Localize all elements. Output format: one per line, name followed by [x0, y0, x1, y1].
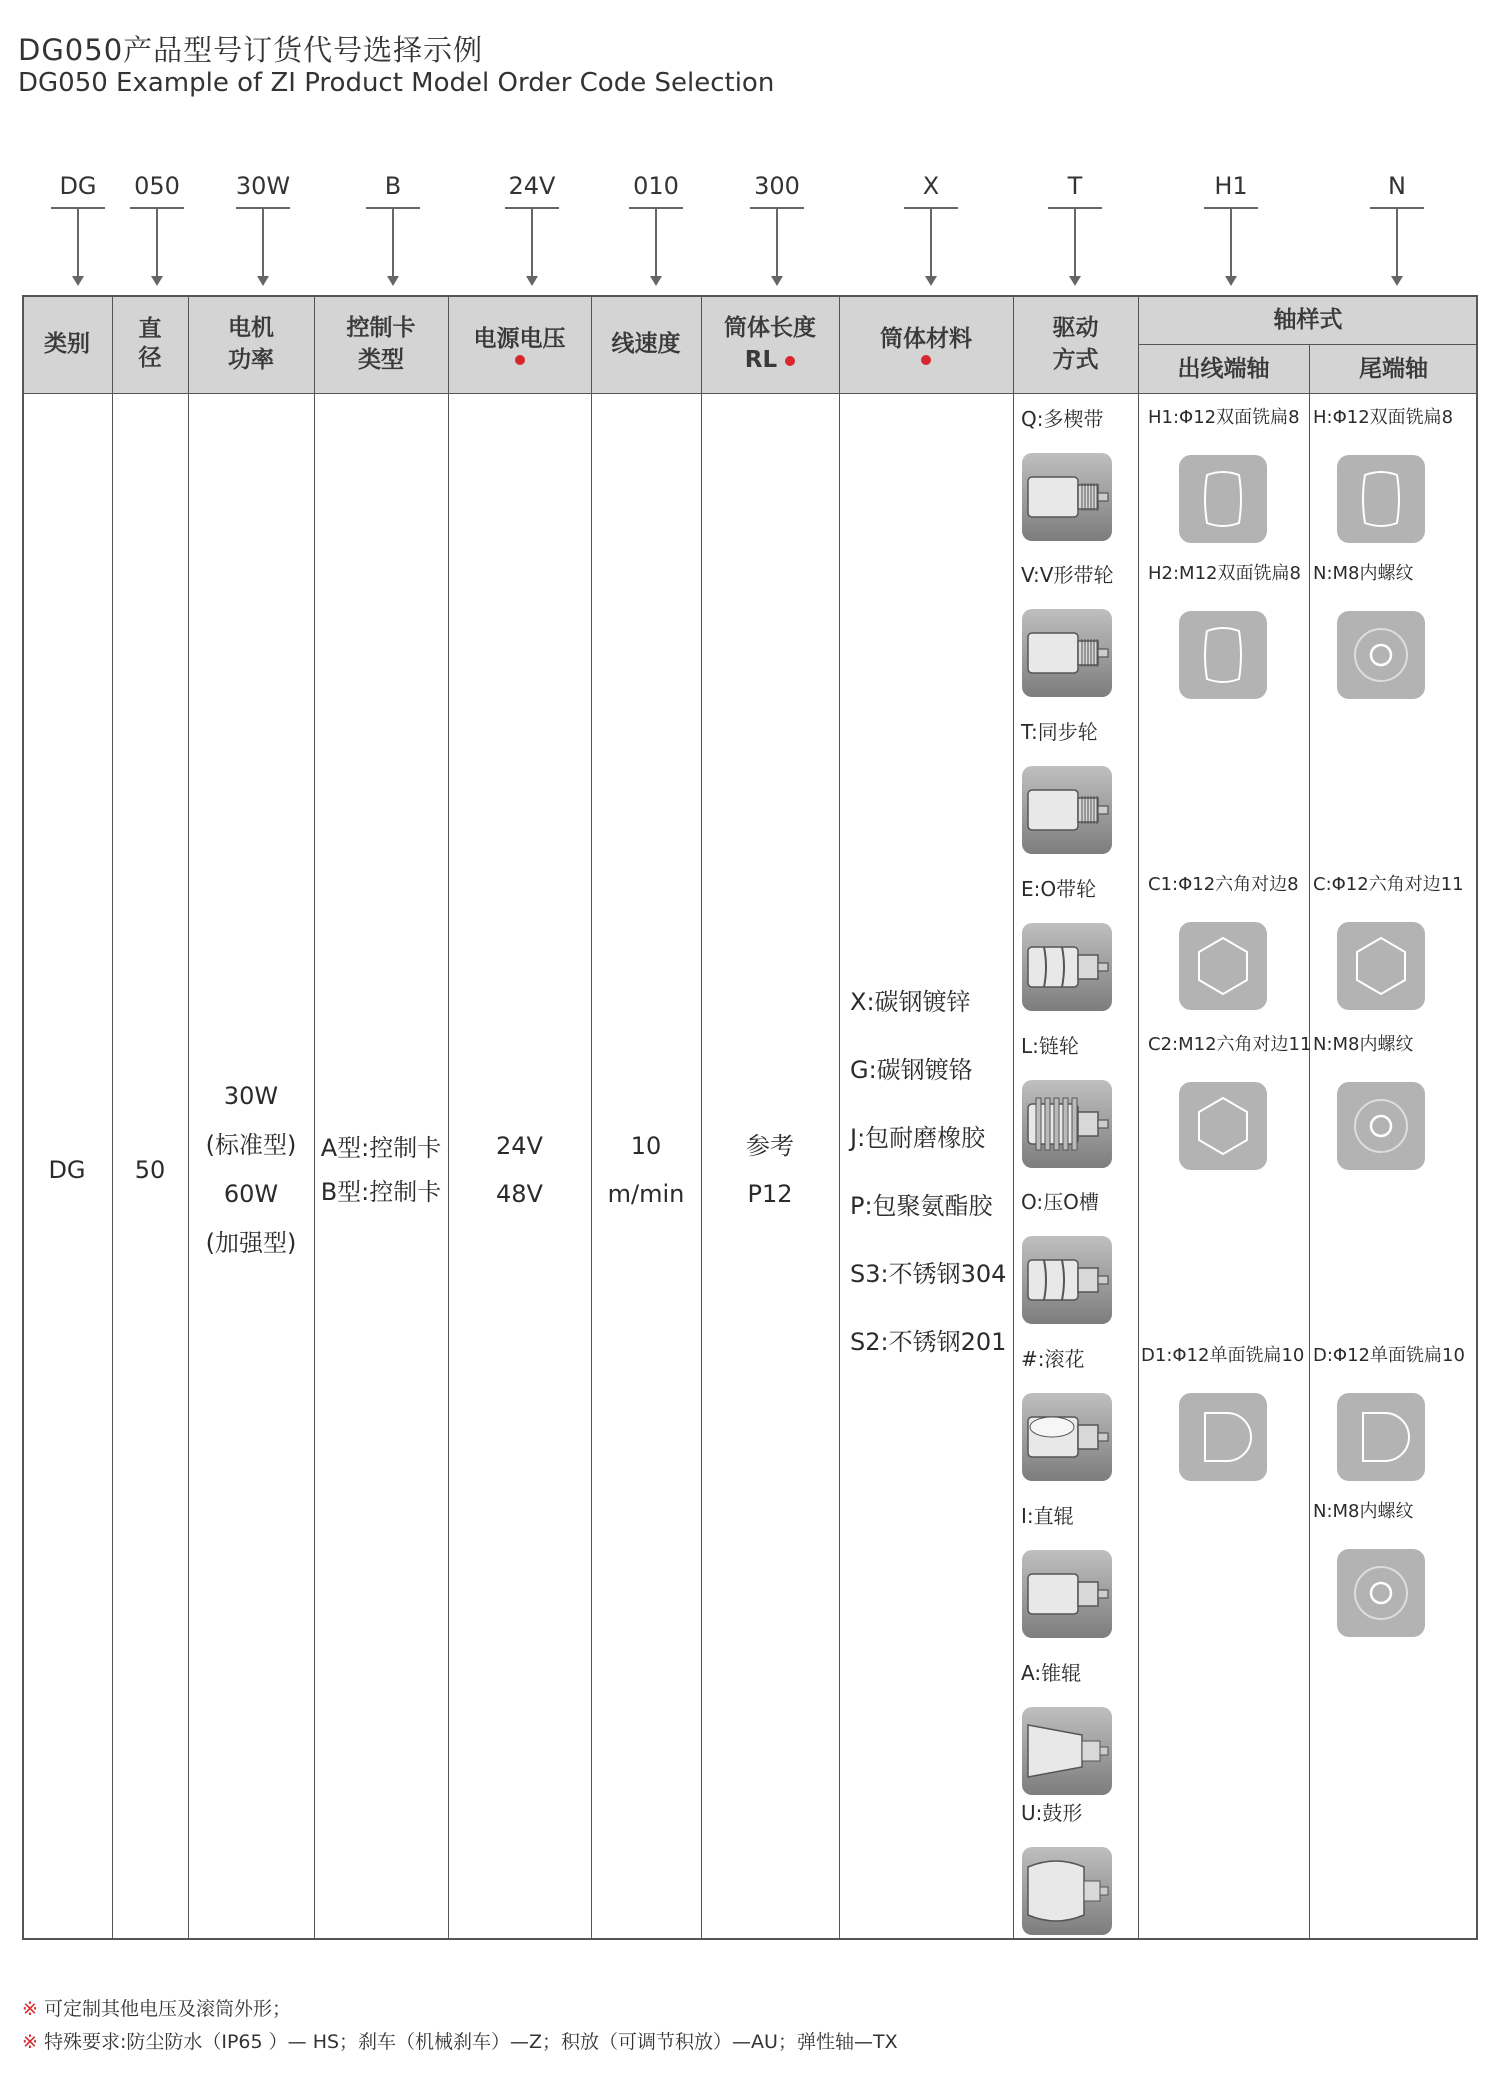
order-code-6: 300: [754, 172, 800, 200]
header-drive: [1013, 295, 1138, 393]
voltage-option-2: 48V: [496, 1180, 543, 1208]
order-code-5: 010: [633, 172, 679, 200]
down-arrow-icon: [1391, 276, 1403, 286]
double-flat-shaft-icon: [1337, 455, 1425, 543]
code-pointer-line: [930, 208, 932, 278]
drive-option-label: U:鼓形: [1021, 1801, 1083, 1825]
speed-unit: m/min: [607, 1180, 685, 1208]
hex-shaft-icon: [1179, 922, 1267, 1010]
down-arrow-icon: [526, 276, 538, 286]
timing-pulley-icon: [1022, 766, 1112, 854]
length-page: P12: [747, 1180, 793, 1208]
header-card-1: 控制卡: [346, 315, 416, 341]
down-arrow-icon: [72, 276, 84, 286]
drive-option-label: A:锥辊: [1021, 1661, 1082, 1685]
body-voltage: [448, 1120, 591, 1220]
required-dot-icon: [785, 356, 795, 366]
hex-shaft-icon: [1179, 1082, 1267, 1170]
column-divider: [1138, 295, 1139, 1940]
drive-option-label: T:同步轮: [1021, 720, 1098, 744]
note-2: [22, 2027, 898, 2054]
down-arrow-icon: [925, 276, 937, 286]
header-diameter-1: 直: [138, 316, 162, 342]
down-arrow-icon: [1225, 276, 1237, 286]
shaft-tail-option-label: N:M8内螺纹: [1313, 563, 1414, 584]
length-ref: 参考: [746, 1132, 794, 1160]
material-option: J:包耐磨橡胶: [850, 1124, 986, 1152]
header-length: [701, 295, 839, 393]
header-shaft-tail: [1309, 344, 1478, 393]
speed-value: 10: [630, 1132, 662, 1160]
drive-option-label: L:链轮: [1021, 1034, 1079, 1058]
body-length: [701, 1120, 839, 1220]
shaft-tail-option-label: C:Φ12六角对边11: [1313, 874, 1464, 895]
power-option-1-note: (标准型): [205, 1131, 297, 1159]
header-drive-1: 驱动: [1052, 315, 1099, 341]
order-code-10: N: [1388, 172, 1406, 200]
sprocket-icon: [1022, 1080, 1112, 1168]
column-divider: [1309, 344, 1310, 1940]
column-divider: [1013, 295, 1014, 1940]
header-voltage: [448, 295, 591, 393]
material-option: X:碳钢镀锌: [850, 988, 971, 1016]
shaft-tail-option-label: H:Φ12双面铣扁8: [1313, 407, 1454, 428]
internal-thread-icon: [1337, 1082, 1425, 1170]
order-code-8: T: [1067, 172, 1083, 200]
column-divider: [701, 295, 702, 1940]
card-option-a: A型:控制卡: [320, 1134, 442, 1162]
double-flat-shaft-icon: [1179, 455, 1267, 543]
note-2-text: 特殊要求:防尘防水（IP65 ）— HS；刹车（机械刹车）—Z；积放（可调节积放）—AU；弹性轴—TX: [43, 2031, 898, 2053]
power-option-1: 30W: [223, 1082, 279, 1110]
multi-wedge-pulley-icon: [1022, 453, 1112, 541]
straight-roller-icon: [1022, 1550, 1112, 1638]
shaft-out-option-label: C1:Φ12六角对边8: [1148, 874, 1299, 895]
material-option: P:包聚氨酯胶: [850, 1192, 993, 1220]
header-material: [839, 295, 1013, 393]
drive-option-label: V:V形带轮: [1021, 563, 1114, 587]
header-card: [314, 295, 448, 393]
shaft-tail-option-label: N:M8内螺纹: [1313, 1501, 1414, 1522]
o-belt-pulley-icon: [1022, 923, 1112, 1011]
order-code-4: 24V: [508, 172, 556, 200]
drive-option-label: I:直辊: [1021, 1504, 1074, 1528]
header-shaft-tail-text: 尾端轴: [1359, 355, 1428, 382]
header-voltage-text: 电源电压: [473, 326, 566, 352]
header-shaft-text: 轴样式: [1273, 306, 1343, 333]
header-divider: [22, 393, 1478, 394]
body-category: [22, 1100, 112, 1240]
shaft-tail-option-label: N:M8内螺纹: [1313, 1034, 1414, 1055]
column-divider: [314, 295, 315, 1940]
header-category-text: 类别: [44, 331, 90, 357]
drive-option-label: Q:多楔带: [1021, 407, 1104, 431]
body-category-text: DG: [48, 1156, 86, 1184]
code-pointer-line: [262, 208, 264, 278]
header-shaft-out-text: 出线端轴: [1177, 355, 1270, 382]
header-speed: [591, 295, 701, 393]
shaft-out-option-label: D1:Φ12单面铣扁10: [1141, 1345, 1305, 1366]
double-flat-shaft-icon: [1179, 611, 1267, 699]
down-arrow-icon: [387, 276, 399, 286]
power-option-2-note: (加强型): [205, 1229, 297, 1257]
note-mark: ※: [22, 1998, 38, 2020]
note-1-text: 可定制其他电压及滚筒外形；: [43, 1998, 291, 2020]
material-option: S2:不锈钢201: [850, 1328, 1007, 1356]
header-drive-2: 方式: [1052, 347, 1099, 373]
down-arrow-icon: [151, 276, 163, 286]
header-shaft-out: [1138, 344, 1309, 393]
code-pointer-line: [156, 208, 158, 278]
page-title-en: DG050 Example of ZI Product Model Order Code Selection: [18, 68, 775, 98]
v-belt-pulley-icon: [1022, 609, 1112, 697]
header-category: [22, 295, 112, 393]
header-card-2: 类型: [358, 347, 404, 373]
column-divider: [448, 295, 449, 1940]
code-pointer-line: [77, 208, 79, 278]
order-code-1: 050: [134, 172, 180, 200]
body-diameter-text: 50: [134, 1156, 166, 1184]
crowned-roller-icon: [1022, 1847, 1112, 1935]
drive-option-label: E:O带轮: [1021, 877, 1097, 901]
code-pointer-line: [531, 208, 533, 278]
header-material-text: 筒体材料: [880, 326, 972, 352]
o-groove-icon: [1022, 1236, 1112, 1324]
body-diameter: [112, 1100, 188, 1240]
page-title-cn: DG050产品型号订货代号选择示例: [18, 33, 484, 67]
voltage-option-1: 24V: [496, 1132, 543, 1160]
required-dot-icon: [515, 355, 525, 365]
drive-option-label: #:滚花: [1021, 1347, 1085, 1371]
code-pointer-line: [776, 208, 778, 278]
knurled-icon: [1022, 1393, 1112, 1481]
single-flat-shaft-icon: [1337, 1393, 1425, 1481]
body-power: [188, 1080, 314, 1260]
code-pointer-line: [1396, 208, 1398, 278]
single-flat-shaft-icon: [1179, 1393, 1267, 1481]
shaft-out-option-label: C2:M12六角对边11: [1148, 1034, 1312, 1055]
order-code-0: DG: [59, 172, 97, 200]
header-power: [188, 295, 314, 393]
hex-shaft-icon: [1337, 922, 1425, 1010]
header-power-1: 电机: [228, 315, 274, 341]
down-arrow-icon: [650, 276, 662, 286]
code-pointer-line: [1074, 208, 1076, 278]
body-speed: [591, 1120, 701, 1220]
header-diameter-2: 径: [138, 345, 162, 371]
column-divider: [591, 295, 592, 1940]
body-card: [314, 1120, 448, 1220]
order-code-3: B: [384, 172, 402, 200]
header-speed-text: 线速度: [611, 331, 681, 357]
code-pointer-line: [1230, 208, 1232, 278]
header-diameter: [112, 295, 188, 393]
internal-thread-icon: [1337, 611, 1425, 699]
power-option-2: 60W: [223, 1180, 279, 1208]
note-mark: ※: [22, 2031, 38, 2053]
note-1: [22, 1994, 291, 2021]
shaft-tail-option-label: D:Φ12单面铣扁10: [1313, 1345, 1465, 1366]
header-shaft: [1138, 295, 1478, 344]
header-length-text: 筒体长度: [724, 315, 816, 341]
down-arrow-icon: [771, 276, 783, 286]
header-length-rl: RL: [744, 347, 778, 373]
shaft-out-option-label: H1:Φ12双面铣扁8: [1148, 407, 1300, 428]
header-power-2: 功率: [228, 347, 274, 373]
tapered-roller-icon: [1022, 1707, 1112, 1795]
down-arrow-icon: [1069, 276, 1081, 286]
code-pointer-line: [392, 208, 394, 278]
order-code-9: H1: [1214, 172, 1248, 200]
order-code-7: X: [922, 172, 940, 200]
material-option: G:碳钢镀铬: [850, 1056, 973, 1084]
material-option: S3:不锈钢304: [850, 1260, 1007, 1288]
required-dot-icon: [921, 355, 931, 365]
order-code-2: 30W: [235, 172, 291, 200]
code-pointer-line: [655, 208, 657, 278]
card-option-b: B型:控制卡: [320, 1178, 442, 1206]
drive-option-label: O:压O槽: [1021, 1190, 1099, 1214]
down-arrow-icon: [257, 276, 269, 286]
column-divider: [839, 295, 840, 1940]
shaft-out-option-label: H2:M12双面铣扁8: [1148, 563, 1301, 584]
internal-thread-icon: [1337, 1549, 1425, 1637]
